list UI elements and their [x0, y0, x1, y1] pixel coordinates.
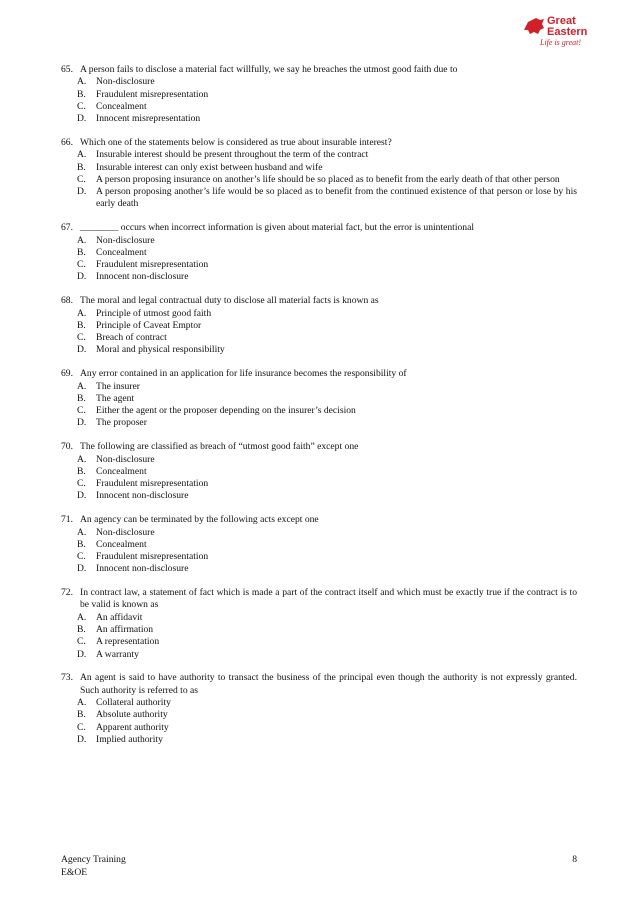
option-letter: B. [77, 392, 86, 404]
option-letter: A. [77, 76, 87, 88]
option-text: Non-disclosure [96, 453, 155, 465]
option-letter: D. [77, 113, 87, 125]
option-text: An affirmation [96, 624, 154, 636]
footer-line1: Agency Training [61, 854, 126, 865]
page-number: 8 [572, 854, 577, 865]
option-letter: A. [77, 149, 87, 161]
option-text: Implied authority [96, 733, 163, 745]
answer-option [61, 649, 577, 661]
option-text: A representation [96, 636, 160, 648]
option-letter: A. [77, 611, 87, 623]
option-letter: D. [77, 563, 87, 575]
option-letter: B. [77, 88, 86, 100]
answer-option [61, 308, 577, 320]
option-letter: B. [77, 246, 86, 258]
option-letter: A. [77, 307, 87, 319]
question-number: 67. [61, 222, 73, 234]
question-item [61, 368, 577, 429]
option-text: The proposer [96, 417, 147, 429]
question-text: Any error contained in an application for life insurance becomes the responsibility of [80, 368, 407, 380]
answer-option [61, 734, 577, 746]
question-stem [61, 222, 577, 234]
option-text: Fraudulent misrepresentation [96, 259, 209, 271]
question-stem [61, 672, 577, 697]
footer-line2: E&OE [61, 866, 88, 878]
option-text: Insurable interest should be present throughout the term of the contract [96, 149, 369, 161]
option-text: The insurer [96, 380, 140, 392]
option-text: Non-disclosure [96, 76, 155, 88]
option-letter: A. [77, 380, 87, 392]
question-stem [61, 295, 577, 307]
option-letter: C. [77, 100, 86, 112]
answer-option [61, 393, 577, 405]
question-number: 65. [61, 64, 73, 75]
option-text: Insurable interest can only exist between husband and wife [96, 161, 323, 173]
answer-option [61, 113, 577, 125]
option-text: Innocent non-disclosure [96, 563, 189, 575]
answer-option [61, 259, 577, 271]
answer-option [61, 344, 577, 356]
option-text: Non-disclosure [96, 234, 155, 246]
question-text: ________ occurs when incorrect information is given about material fact, but the error is unintentional [80, 222, 475, 234]
answer-option [61, 624, 577, 636]
answer-option [61, 149, 577, 161]
answer-option [61, 527, 577, 539]
option-text: Principle of utmost good faith [96, 307, 212, 319]
option-letter: C. [77, 405, 86, 417]
question-item [61, 295, 577, 356]
option-letter: D. [77, 648, 87, 660]
question-stem [61, 64, 577, 76]
answer-option [61, 174, 577, 186]
question-number: 68. [61, 295, 73, 307]
answer-option [61, 697, 577, 709]
question-text: The moral and legal contractual duty to disclose all material facts is known as [80, 295, 379, 307]
option-text: Innocent non-disclosure [96, 271, 189, 283]
question-text: The following are classified as breach of “utmost good faith” except one [80, 441, 359, 453]
answer-option [61, 612, 577, 624]
answer-option [61, 417, 577, 429]
answer-option [61, 551, 577, 563]
question-stem [61, 587, 577, 612]
answer-option [61, 636, 577, 648]
question-item [61, 441, 577, 502]
option-text: Apparent authority [96, 721, 169, 733]
option-letter: D. [77, 186, 87, 198]
option-text: A person proposing another’s life would be so placed as to benefit from the continued existence of that person or lose by his early death [96, 186, 577, 210]
option-letter: B. [77, 538, 86, 550]
option-letter: A. [77, 453, 87, 465]
answer-option [61, 709, 577, 721]
answer-option [61, 563, 577, 575]
option-letter: D. [77, 733, 87, 745]
answer-option [61, 235, 577, 247]
option-letter: C. [77, 259, 86, 271]
option-letter: A. [77, 234, 87, 246]
logo-line2: Eastern [547, 26, 588, 38]
question-item [61, 514, 577, 575]
answer-option [61, 320, 577, 332]
option-letter: B. [77, 709, 86, 721]
question-item [61, 137, 577, 211]
option-text: Absolute authority [96, 709, 168, 721]
option-text: The agent [96, 392, 135, 404]
option-letter: C. [77, 173, 86, 185]
option-text: Concealment [96, 465, 147, 477]
option-letter: D. [77, 417, 87, 429]
option-text: Breach of contract [96, 332, 167, 344]
answer-option [61, 405, 577, 417]
question-text: In contract law, a statement of fact which is made a part of the contract itself and which must be exactly true if the contract is to be valid is known as [80, 587, 577, 611]
option-text: Fraudulent misrepresentation [96, 478, 209, 490]
question-stem [61, 137, 577, 149]
question-list [61, 64, 577, 758]
option-text: Fraudulent misrepresentation [96, 88, 209, 100]
option-text: A person proposing insurance on another’s life should be so placed as to benefit from the early death of that other person [96, 173, 560, 185]
option-letter: A. [77, 526, 87, 538]
answer-option [61, 490, 577, 502]
option-text: Fraudulent misrepresentation [96, 551, 209, 563]
option-letter: B. [77, 624, 86, 636]
question-text: A person fails to disclose a material fact willfully, we say he breaches the utmost good faith due to [80, 64, 458, 75]
question-stem [61, 441, 577, 453]
question-text: An agency can be terminated by the following acts except one [80, 514, 319, 526]
option-text: Either the agent or the proposer depending on the insurer’s decision [96, 405, 356, 417]
answer-option [61, 76, 577, 88]
question-number: 73. [61, 672, 73, 684]
option-text: Concealment [96, 100, 147, 112]
page-footer [61, 854, 577, 879]
answer-option [61, 162, 577, 174]
answer-option [61, 271, 577, 283]
question-item [61, 672, 577, 746]
option-letter: D. [77, 344, 87, 356]
option-text: Principle of Caveat Emptor [96, 319, 202, 331]
logo-line1: Great [547, 15, 576, 27]
option-text: Non-disclosure [96, 526, 155, 538]
question-text: An agent is said to have authority to transact the business of the principal even though the authority is not expressly granted. Such authority is referred to as [80, 672, 577, 696]
question-item [61, 64, 577, 125]
option-text: Innocent misrepresentation [96, 113, 201, 125]
question-number: 66. [61, 136, 73, 148]
option-letter: C. [77, 721, 86, 733]
logo-wordmark [547, 16, 587, 38]
option-text: Concealment [96, 538, 147, 550]
question-stem [61, 368, 577, 380]
question-number: 69. [61, 368, 73, 380]
lion-logo-icon [522, 16, 546, 36]
answer-option [61, 478, 577, 490]
question-item [61, 587, 577, 661]
answer-option [61, 454, 577, 466]
answer-option [61, 247, 577, 259]
option-letter: C. [77, 551, 86, 563]
option-letter: C. [77, 332, 86, 344]
question-number: 72. [61, 587, 73, 599]
question-text: Which one of the statements below is considered as true about insurable interest? [80, 136, 392, 148]
option-text: Collateral authority [96, 697, 171, 709]
answer-option [61, 722, 577, 734]
question-number: 71. [61, 514, 73, 526]
option-letter: B. [77, 161, 86, 173]
question-item [61, 222, 577, 283]
answer-option [61, 101, 577, 113]
option-text: Moral and physical responsibility [96, 344, 225, 356]
option-text: Concealment [96, 246, 147, 258]
question-number: 70. [61, 441, 73, 453]
answer-option [61, 89, 577, 101]
option-letter: A. [77, 697, 87, 709]
option-letter: B. [77, 465, 86, 477]
answer-option [61, 186, 577, 211]
option-letter: C. [77, 478, 86, 490]
answer-option [61, 539, 577, 551]
option-letter: C. [77, 636, 86, 648]
question-stem [61, 514, 577, 526]
answer-option [61, 381, 577, 393]
option-letter: D. [77, 271, 87, 283]
answer-option [61, 332, 577, 344]
option-text: Innocent non-disclosure [96, 490, 189, 502]
option-letter: B. [77, 319, 86, 331]
option-text: A warranty [96, 648, 139, 660]
logo-tagline: Life is great! [540, 38, 582, 47]
option-letter: D. [77, 490, 87, 502]
answer-option [61, 466, 577, 478]
option-text: An affidavit [96, 611, 143, 623]
